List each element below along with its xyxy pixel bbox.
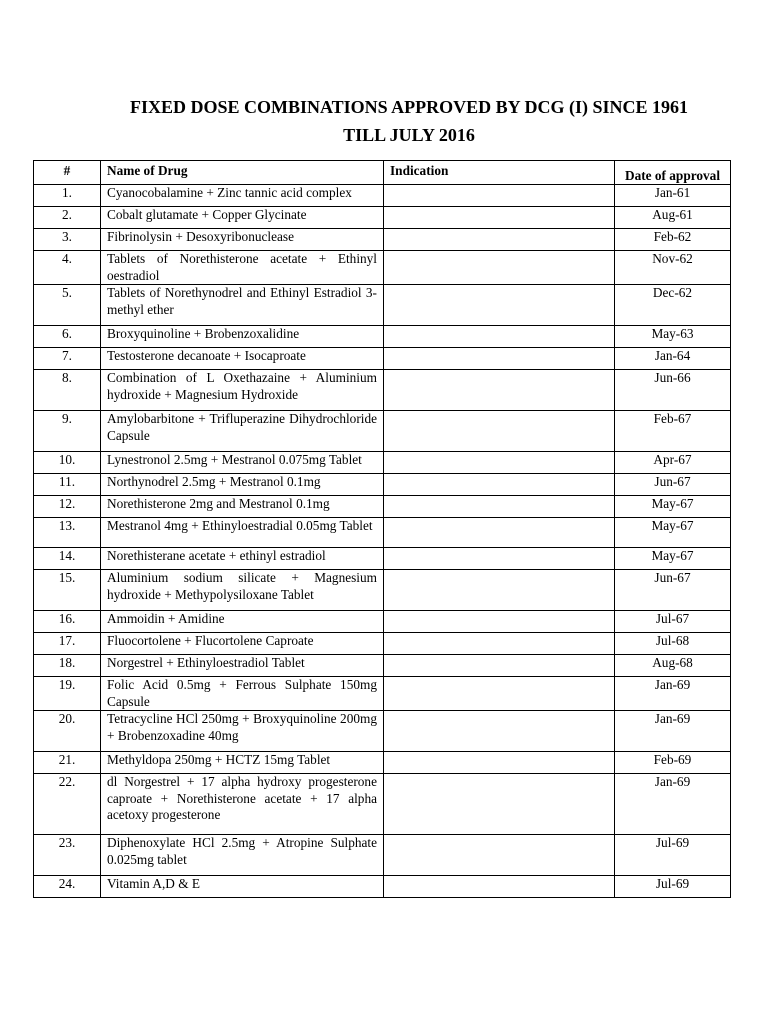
- table-row: [34, 452, 731, 474]
- approval-date: Jul-67: [615, 611, 731, 633]
- drug-name: Northynodrel 2.5mg + Mestranol 0.1mg: [101, 474, 384, 496]
- table-header-row: [34, 161, 731, 185]
- table-row: [34, 474, 731, 496]
- table-row: [34, 655, 731, 677]
- table-row: [34, 348, 731, 370]
- approval-date: May-67: [615, 548, 731, 570]
- indication: [384, 285, 615, 326]
- indication: [384, 411, 615, 452]
- indication: [384, 229, 615, 251]
- table-row: [34, 370, 731, 411]
- row-number: 11.: [34, 474, 101, 496]
- table-row: [34, 229, 731, 251]
- indication: [384, 251, 615, 285]
- approval-date: Aug-68: [615, 655, 731, 677]
- drug-name: Norethisterane acetate + ethinyl estradiol: [101, 548, 384, 570]
- table-row: [34, 677, 731, 711]
- drug-name: Tetracycline HCl 250mg + Broxyquinoline 200mg + Brobenzoxadine 40mg: [101, 711, 384, 752]
- row-number: 15.: [34, 570, 101, 611]
- table-row: [34, 185, 731, 207]
- row-number: 10.: [34, 452, 101, 474]
- drug-name: Folic Acid 0.5mg + Ferrous Sulphate 150mg Capsule: [101, 677, 384, 711]
- indication: [384, 752, 615, 774]
- indication: [384, 570, 615, 611]
- row-number: 8.: [34, 370, 101, 411]
- table-row: [34, 774, 731, 835]
- drug-name: Aluminium sodium silicate + Magnesium hydroxide + Methypolysiloxane Tablet: [101, 570, 384, 611]
- table-row: [34, 326, 731, 348]
- approval-date: May-67: [615, 496, 731, 518]
- approval-date: Feb-69: [615, 752, 731, 774]
- row-number: 4.: [34, 251, 101, 285]
- row-number: 6.: [34, 326, 101, 348]
- drug-name: Cyanocobalamine + Zinc tannic acid complex: [101, 185, 384, 207]
- drug-name: Amylobarbitone + Trifluperazine Dihydrochloride Capsule: [101, 411, 384, 452]
- row-number: 17.: [34, 633, 101, 655]
- approval-date: Jan-69: [615, 774, 731, 835]
- drug-name: Tablets of Norethisterone acetate + Ethinyl oestradiol: [101, 251, 384, 285]
- table-row: [34, 876, 731, 898]
- approval-date: Feb-62: [615, 229, 731, 251]
- drug-name: Cobalt glutamate + Copper Glycinate: [101, 207, 384, 229]
- row-number: 3.: [34, 229, 101, 251]
- table-row: [34, 496, 731, 518]
- drug-name: Tablets of Norethynodrel and Ethinyl Estradiol 3-methyl ether: [101, 285, 384, 326]
- approval-date: Apr-67: [615, 452, 731, 474]
- row-number: 20.: [34, 711, 101, 752]
- table-row: [34, 518, 731, 548]
- row-number: 19.: [34, 677, 101, 711]
- table-row: [34, 835, 731, 876]
- approval-date: Feb-67: [615, 411, 731, 452]
- approval-date: Jan-64: [615, 348, 731, 370]
- drug-name: Methyldopa 250mg + HCTZ 15mg Tablet: [101, 752, 384, 774]
- approval-date: Jun-67: [615, 474, 731, 496]
- row-number: 21.: [34, 752, 101, 774]
- indication: [384, 452, 615, 474]
- indication: [384, 633, 615, 655]
- row-number: 9.: [34, 411, 101, 452]
- row-number: 12.: [34, 496, 101, 518]
- row-number: 7.: [34, 348, 101, 370]
- approval-date: May-63: [615, 326, 731, 348]
- approval-date: May-67: [615, 518, 731, 548]
- indication: [384, 677, 615, 711]
- approval-date: Jan-69: [615, 711, 731, 752]
- column-header-number: #: [34, 161, 101, 185]
- drug-name: Norethisterone 2mg and Mestranol 0.1mg: [101, 496, 384, 518]
- row-number: 1.: [34, 185, 101, 207]
- table-row: [34, 251, 731, 285]
- table-row: [34, 570, 731, 611]
- drug-name: Diphenoxylate HCl 2.5mg + Atropine Sulphate 0.025mg tablet: [101, 835, 384, 876]
- table-row: [34, 548, 731, 570]
- drug-name: Broxyquinoline + Brobenzoxalidine: [101, 326, 384, 348]
- drug-name: Norgestrel + Ethinyloestradiol Tablet: [101, 655, 384, 677]
- table-row: [34, 411, 731, 452]
- row-number: 5.: [34, 285, 101, 326]
- document-title-line-2: TILL JULY 2016: [343, 125, 475, 145]
- indication: [384, 655, 615, 677]
- indication: [384, 711, 615, 752]
- row-number: 24.: [34, 876, 101, 898]
- approval-date: Jun-67: [615, 570, 731, 611]
- drug-name: Vitamin A,D & E: [101, 876, 384, 898]
- indication: [384, 835, 615, 876]
- approval-date: Aug-61: [615, 207, 731, 229]
- indication: [384, 496, 615, 518]
- row-number: 13.: [34, 518, 101, 548]
- indication: [384, 611, 615, 633]
- indication: [384, 774, 615, 835]
- row-number: 23.: [34, 835, 101, 876]
- column-header-name: Name of Drug: [101, 161, 384, 185]
- drug-name: Mestranol 4mg + Ethinyloestradial 0.05mg Tablet: [101, 518, 384, 548]
- table-row: [34, 285, 731, 326]
- row-number: 22.: [34, 774, 101, 835]
- drug-name: Ammoidin + Amidine: [101, 611, 384, 633]
- table-row: [34, 752, 731, 774]
- table-row: [34, 207, 731, 229]
- indication: [384, 348, 615, 370]
- drug-name: Fibrinolysin + Desoxyribonuclease: [101, 229, 384, 251]
- row-number: 2.: [34, 207, 101, 229]
- table-row: [34, 611, 731, 633]
- drug-name: Fluocortolene + Flucortolene Caproate: [101, 633, 384, 655]
- indication: [384, 548, 615, 570]
- indication: [384, 370, 615, 411]
- indication: [384, 876, 615, 898]
- indication: [384, 207, 615, 229]
- indication: [384, 326, 615, 348]
- table-body: [34, 185, 731, 898]
- fdc-approval-table: [33, 160, 731, 898]
- drug-name: Testosterone decanoate + Isocaproate: [101, 348, 384, 370]
- column-header-indication: Indication: [384, 161, 615, 185]
- table-row: [34, 633, 731, 655]
- approval-date: Dec-62: [615, 285, 731, 326]
- column-header-date: Date of approval: [615, 161, 731, 185]
- row-number: 16.: [34, 611, 101, 633]
- indication: [384, 185, 615, 207]
- document-title-line-1: FIXED DOSE COMBINATIONS APPROVED BY DCG (I) SINCE 1961: [129, 97, 689, 117]
- approval-date: Jul-69: [615, 876, 731, 898]
- indication: [384, 474, 615, 496]
- row-number: 18.: [34, 655, 101, 677]
- approval-date: Nov-62: [615, 251, 731, 285]
- approval-date: Jul-68: [615, 633, 731, 655]
- approval-date: Jul-69: [615, 835, 731, 876]
- table-row: [34, 711, 731, 752]
- row-number: 14.: [34, 548, 101, 570]
- indication: [384, 518, 615, 548]
- drug-name: Lynestronol 2.5mg + Mestranol 0.075mg Tablet: [101, 452, 384, 474]
- approval-date: Jan-69: [615, 677, 731, 711]
- drug-name: Combination of L Oxethazaine + Aluminium hydroxide + Magnesium Hydroxide: [101, 370, 384, 411]
- approval-date: Jan-61: [615, 185, 731, 207]
- drug-name: dl Norgestrel + 17 alpha hydroxy progesterone caproate + Norethisterone acetate + 17 alpha acetoxy progesterone: [101, 774, 384, 835]
- approval-date: Jun-66: [615, 370, 731, 411]
